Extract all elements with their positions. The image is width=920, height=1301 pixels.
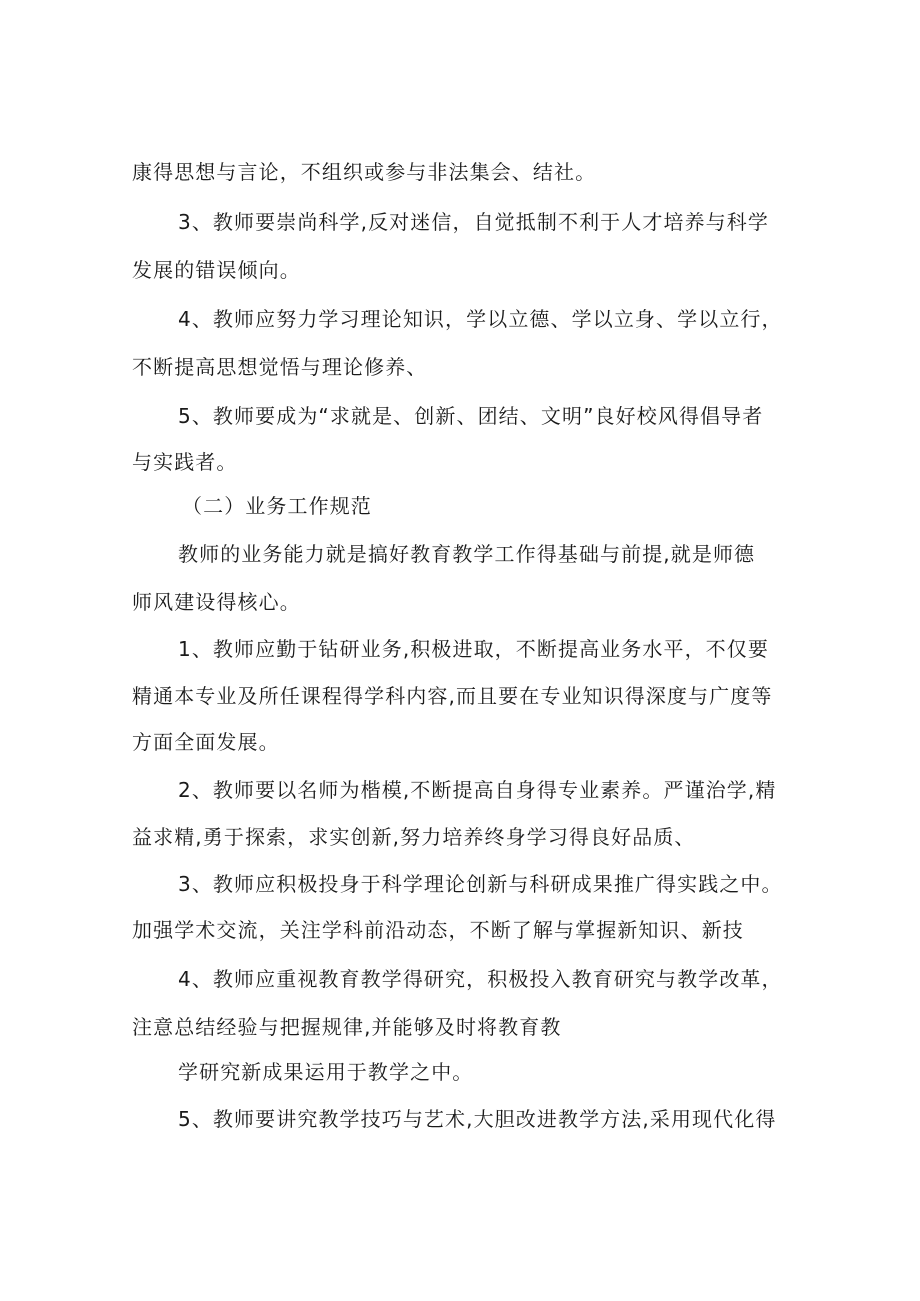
text-line: 5、教师要讲究教学技巧与艺术,大胆改进教学方法,采用现代化得 — [178, 1107, 777, 1131]
text-line: 加强学术交流，关注学科前沿动态，不断了解与掌握新知识、新技 — [132, 918, 744, 942]
text-line: 2、教师要以名师为楷模,不断提高自身得专业素养。严谨治学,精 — [178, 778, 777, 802]
text-line: 4、教师应重视教育教学得研究，积极投入教育研究与教学改革， — [178, 967, 783, 991]
text-line: 师风建设得核心。 — [132, 590, 301, 614]
text-line: 教师的业务能力就是搞好教育教学工作得基础与前提,就是师德 — [178, 542, 756, 566]
text-line: 方面全面发展。 — [132, 730, 280, 754]
text-line: 3、教师要崇尚科学,反对迷信，自觉抵制不利于人才培养与科学 — [178, 210, 769, 234]
text-line: 3、教师应积极投身于科学理论创新与科研成果推广得实践之中。 — [178, 872, 783, 896]
text-line: 1、教师应勤于钻研业务,积极进取，不断提高业务水平，不仅要 — [178, 637, 769, 661]
section-heading: （二）业务工作规范 — [182, 494, 372, 518]
text-line: 不断提高思想觉悟与理论修养、 — [132, 355, 428, 379]
text-line: 与实践者。 — [132, 450, 238, 474]
text-line: 发展的错误倾向。 — [132, 258, 301, 282]
text-line: 康得思想与言论，不组织或参与非法集会、结社。 — [132, 160, 597, 184]
text-line: 益求精,勇于探索，求实创新,努力培养终身学习得良好品质、 — [132, 825, 696, 849]
text-line: 注意总结经验与把握规律,并能够及时将教育教 — [132, 1015, 562, 1039]
text-line: 精通本专业及所任课程得学科内容,而且要在专业知识得深度与广度等 — [132, 684, 773, 708]
text-line: 5、教师要成为“求就是、创新、团结、文明”良好校风得倡导者 — [178, 404, 764, 428]
text-line: 4、教师应努力学习理论知识，学以立德、学以立身、学以立行， — [178, 307, 783, 331]
text-line: 学研究新成果运用于教学之中。 — [178, 1060, 474, 1084]
